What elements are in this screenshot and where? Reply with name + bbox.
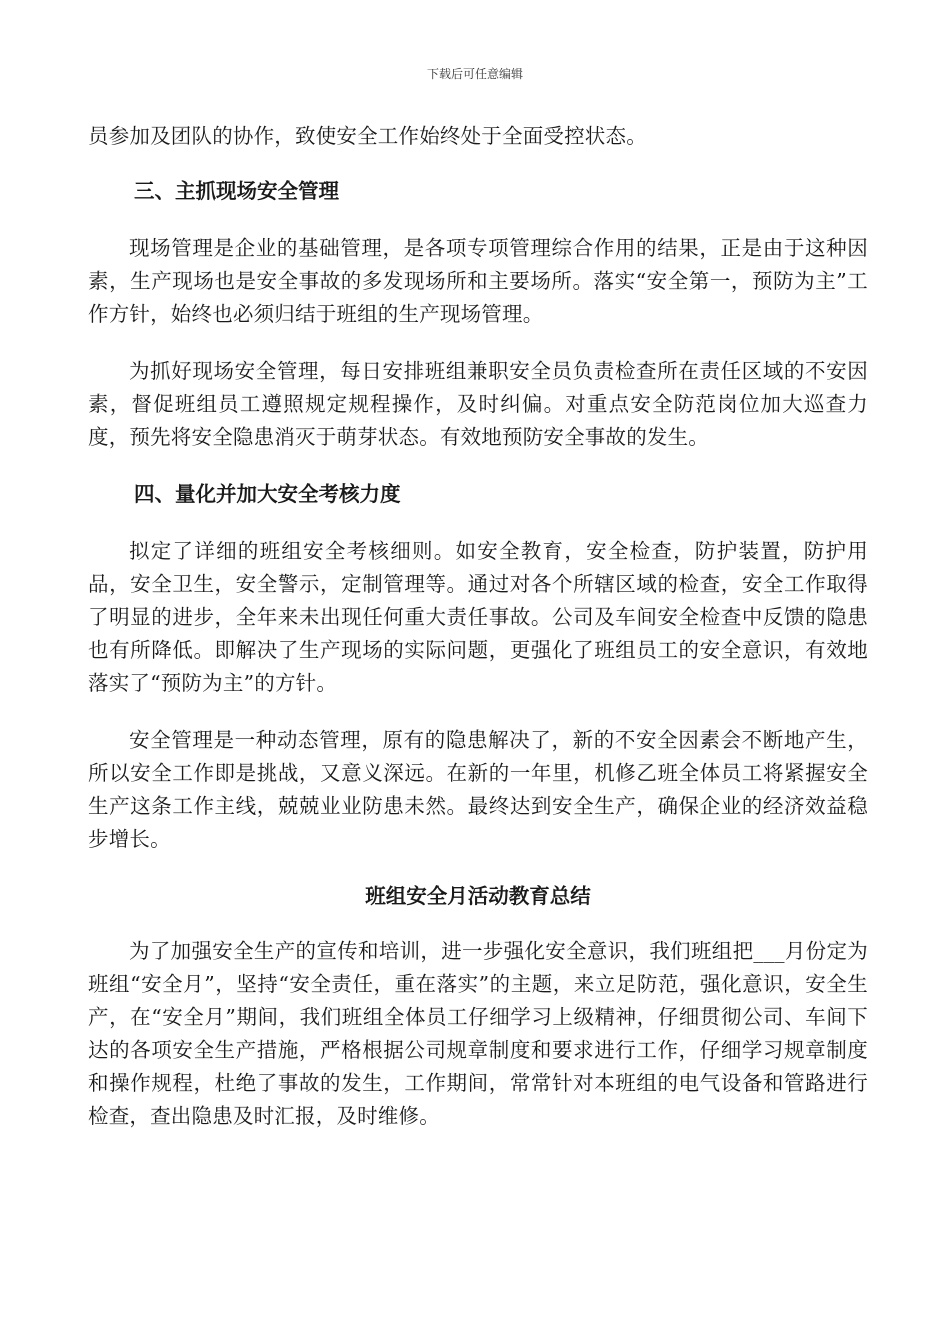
paragraph-assessment: 拟定了详细的班组安全考核细则。如安全教育，安全检查，防护装置，防护用品，安全卫生，安全警示，定制管理等。通过对各个所辖区域的检查，安全工作取得了明显的进步，全年来未出现任何重大责任事故。公司及车间安全检查中反馈的隐患也有所降低。即解决了生产现场的实际问题，更强化了班组员工的安全意识，有效地落实了“预防为主”的方针。 — [88, 539, 868, 695]
header-note: 下载后可任意编辑 — [426, 67, 523, 81]
document-title: 班组安全月活动教育总结 — [365, 884, 591, 908]
section-heading-3: 三、主抓现场安全管理 — [134, 179, 339, 203]
paragraph-continued: 员参加及团队的协作，致使安全工作始终处于全面受控状态。 — [88, 124, 647, 148]
paragraph-site-management: 现场管理是企业的基础管理，是各项专项管理综合作用的结果，正是由于这种因素，生产现场也是安全事故的多发现场所和主要场所。落实“安全第一，预防为主”工作方针，始终也必须归结于班组的生产现场管理。 — [88, 236, 868, 326]
document-body — [88, 120, 868, 1133]
paragraph-site-safety: 为抓好现场安全管理，每日安排班组兼职安全员负责检查所在责任区域的不安因素，督促班组员工遵照规定规程操作，及时纠偏。对重点安全防范岗位加大巡查力度，预先将安全隐患消灭于萌芽状态。有效地预防安全事故的发生。 — [88, 359, 868, 449]
paragraph-safety-month: 为了加强安全生产的宣传和培训，进一步强化安全意识，我们班组把___月份定为班组“安全月”，坚持“安全责任，重在落实”的主题，来立足防范，强化意识，安全生产，在“安全月”期间，我们班组全体员工仔细学习上级精神，仔细贯彻公司、车间下达的各项安全生产措施，严格根据公司规章制度和要求进行工作，仔细学习规章制度和操作规程，杜绝了事故的发生，工作期间，常常针对本班组的电气设备和管路进行检查，查出隐患及时汇报，及时维修。 — [88, 939, 868, 1128]
section-heading-4: 四、量化并加大安全考核力度 — [134, 482, 401, 506]
paragraph-dynamic-management: 安全管理是一种动态管理，原有的隐患解决了，新的不安全因素会不断地产生，所以安全工作即是挑战，又意义深远。在新的一年里，机修乙班全体员工将紧握安全生产这条工作主线，兢兢业业防患未然。最终达到安全生产，确保企业的经济效益稳步增长。 — [88, 728, 868, 851]
